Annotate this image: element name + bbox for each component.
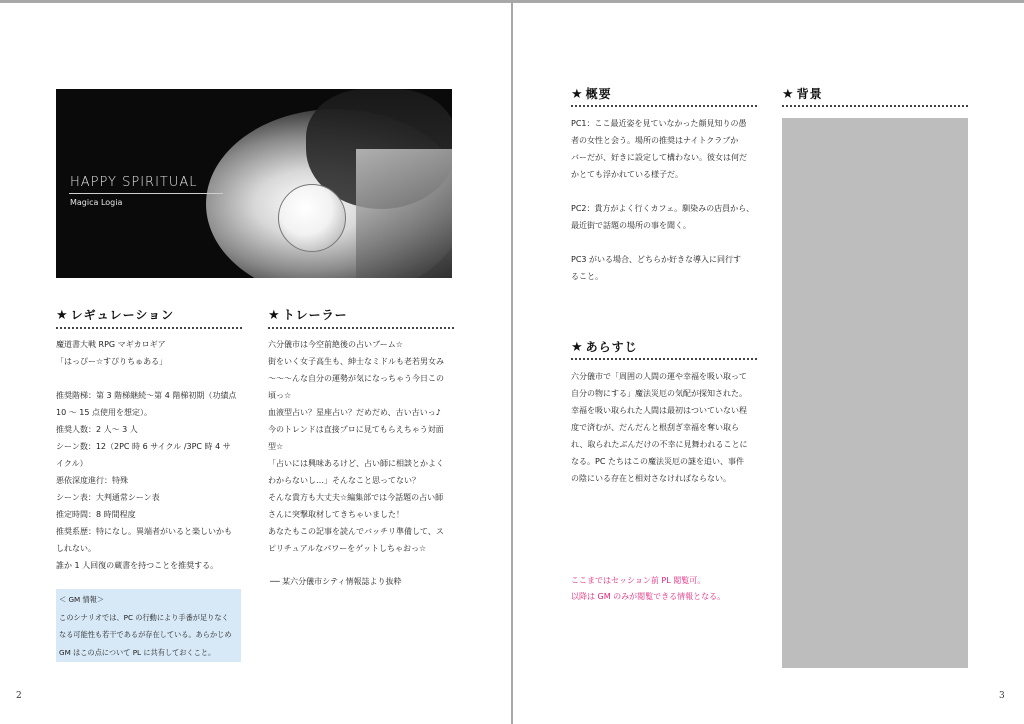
star-icon: ★ <box>571 340 584 355</box>
pl-notice: ここまではセッション前 PL 閲覧可。 以降は GM のみが閲覧できる情報となる。 <box>571 576 726 601</box>
synopsis-heading: ★ あらすじ <box>571 340 638 355</box>
overview-pc3: PC3 がいる場合、どちらか好きな導入に同行す ること。 <box>571 255 742 281</box>
star-icon: ★ <box>571 87 584 102</box>
background-panel <box>782 118 968 668</box>
cover-title-rule <box>69 193 223 194</box>
star-icon: ★ <box>56 308 69 323</box>
page-number-right: 3 <box>999 691 1005 701</box>
star-icon: ★ <box>782 87 795 102</box>
synopsis-divider <box>571 358 757 360</box>
gm-info-box <box>56 589 241 662</box>
trailer-source: ── 某六分儀市シティ情報誌より抜粋 <box>270 577 402 586</box>
trailer-heading: ★ トレーラー <box>268 308 348 323</box>
trailer-divider <box>268 327 454 329</box>
regulation-heading: ★ レギュレーション <box>56 308 175 323</box>
cover-image <box>56 89 452 278</box>
synopsis-text: 六分儀市で「周囲の人間の運や幸福を吸い取って 自分の物にする」魔法災厄の気配が探知された。 幸福を吸い取られた人間は最初はついていない程 度で済むが、だんだんと根刮ぎ幸福を奪い取ら れ、取られたぶんだけの不幸に見舞われることに なる。PC たちはこの魔法災厄の謎を追い、事件 の陰にいる存在と相対さなければならない。 <box>571 372 748 483</box>
cover-subtitle: Magica Logia <box>70 198 123 207</box>
background-heading: ★ 背景 <box>782 87 823 102</box>
overview-divider <box>571 105 757 107</box>
background-divider <box>782 105 968 107</box>
crystal-ball <box>278 184 346 252</box>
page-number-left: 2 <box>16 691 22 701</box>
overview-pc1: PC1：ここ最近姿を見ていなかった顔見知りの愚 者の女性と会う。場所の推奨はナイトクラブか バーだが、好きに設定して構わない。彼女は何だ かとても浮かれている様子だ。 <box>571 119 747 179</box>
cover-figure-robe <box>356 149 452 278</box>
regulation-divider <box>56 327 242 329</box>
left-page <box>0 3 511 724</box>
gm-info-text: ＜ GM 情報＞ このシナリオでは、PC の行動により手番が足りなく なる可能性も若干であるが存在している。あらかじめ GM はこの点について PL に共有しておくこと。 <box>59 595 232 657</box>
regulation-text: 魔道書大戦 RPG マギカロギア 「はっぴー☆すぴりちゅある」 推奨階梯：第 3 階梯継続～第 4 階梯初期（功績点 10 ～ 15 点使用を想定）。 推奨人数：2 人～ 3 人 シーン数：12（2PC 時 6 サイクル /3PC 時 4 サ イクル） 悪依深度進行：特殊 シーン表：大判通常シーン表 推定時間：8 時間程度 推奨系歴：特になし。異端者がいると楽しいかも しれない。 誰か 1 人回復の蔵書を持つことを推奨する。 <box>56 340 237 570</box>
cover-title: HAPPY SPIRITUAL <box>70 175 198 190</box>
trailer-text: 六分儀市は今空前絶後の占いブーム☆ 街をいく女子高生も、紳士なミドルも老若男女み ～～～んな自分の運勢が気になっちゃう今日この 頃っ☆ 血液型占い？星座占い？だめだめ、古い古いっ♪ 今のトレンドは直接プロに見てもらえちゃう対面 型☆ 「占いには興味あるけど、占い師に相談とかよく わからないし…」そんなこと思ってない？ そんな貴方も大丈夫☆編集部では今話題の占い師 さんに突撃取材してきちゃいました！ あなたもこの記事を読んでバッチリ準備して、ス ピリチュアルなパワーをゲットしちゃおっ☆ <box>268 340 444 553</box>
overview-pc2: PC2：貴方がよく行くカフェ。馴染みの店員から、 最近街で話題の場所の事を聞く。 <box>571 204 755 230</box>
star-icon: ★ <box>268 308 281 323</box>
overview-heading: ★ 概要 <box>571 87 612 102</box>
